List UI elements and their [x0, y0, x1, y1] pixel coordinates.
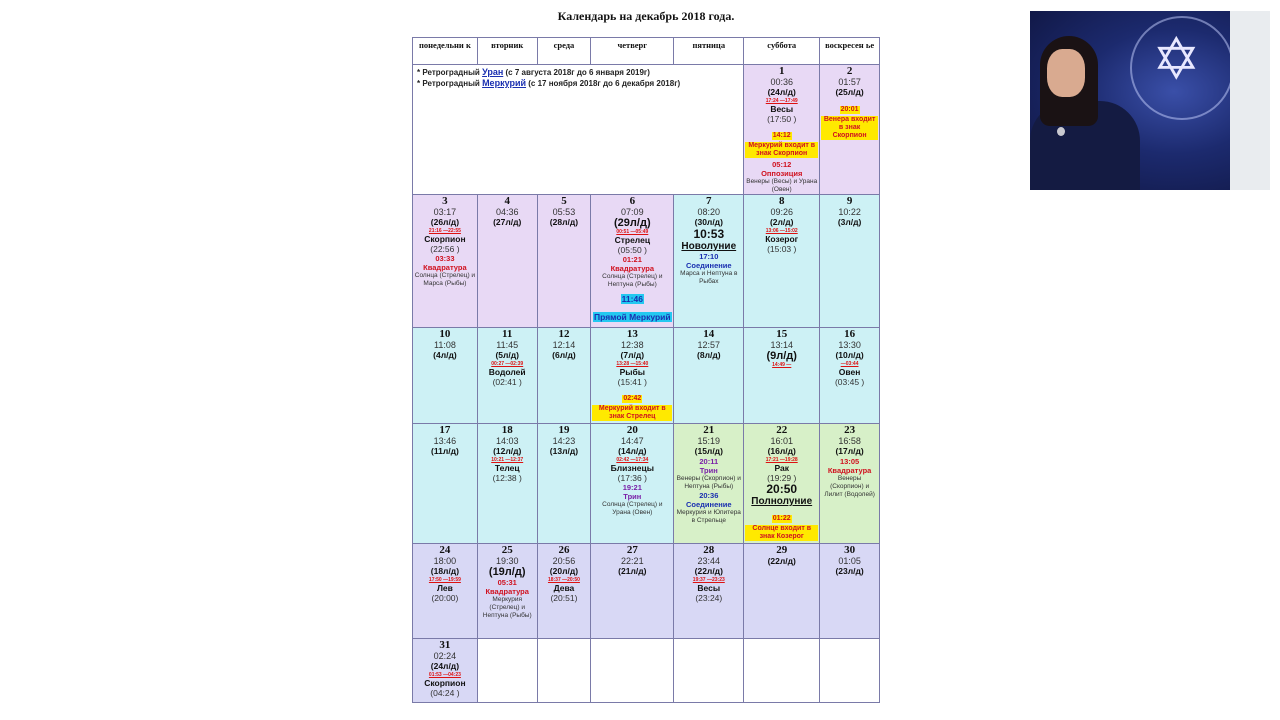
day-cell-25: 25 19:30 (19л/д) 05:31 Квадратура Меркурия (Стрелец) и Нептуна (Рыбы) — [477, 544, 537, 639]
note-mercury: * Ретроградный Меркурий (с 17 ноября 2018г до 6 декабря 2018г) — [417, 78, 681, 88]
day-cell-1: 1 00:36 (24л/д) 17:24 —17:49 Весы (17:50 ) 14:12 Меркурий входит в знак Скорпион 05:12 Оппозиция Венеры (Весы) и Урана (Овен) — [744, 65, 820, 195]
day-cell-2: 2 01:57 (25л/д) 20:01 Венера входит в знак Скорпион — [820, 65, 880, 195]
day-cell-8: 8 09:26 (2л/д) 13:06 —15:02 Козерог (15:03 ) — [744, 195, 820, 328]
day-cell-7: 7 08:20 (30л/д) 10:53 Новолуние 17:10 Соединение Марса и Нептуна в Рыбах — [674, 195, 744, 328]
week-row — [413, 544, 880, 639]
week-row — [413, 195, 880, 328]
day-cell-19: 19 14:23 (13л/д) — [537, 424, 591, 544]
day-cell-20: 20 14:47 (14л/д) 02:42 —17:34 Близнецы (17:36 ) 19:21 Трин Солнца (Стрелец) и Урана (Овен) — [591, 424, 674, 544]
day-cell-13: 13 12:38 (7л/д) 13:28 —15:40 Рыбы (15:41 ) 02:42 Меркурий входит в знак Стрелец — [591, 328, 674, 424]
empty-cell — [591, 639, 674, 703]
background-wall — [1230, 11, 1270, 190]
presenter-face — [1047, 49, 1085, 97]
empty-cell — [744, 639, 820, 703]
day-cell-18: 18 14:03 (12л/д) 10:21 —12:37 Телец (12:38 ) — [477, 424, 537, 544]
note-uranus: * Ретроградный Уран (с 7 августа 2018г до 6 января 2019г) — [417, 67, 650, 77]
day-cell-16: 16 13:30 (10л/д) —03:44 Овен (03:45 ) — [820, 328, 880, 424]
day-cell-5: 5 05:53 (28л/д) — [537, 195, 591, 328]
day-cell-21: 21 15:19 (15л/д) 20:11 Трин Венеры (Скорпион) и Нептуна (Рыбы) 20:36 Соединение Меркурия и Юпитера в Стрельце — [674, 424, 744, 544]
day-cell-12: 12 12:14 (6л/д) — [537, 328, 591, 424]
day-cell-4: 4 04:36 (27л/д) — [477, 195, 537, 328]
page-title: Календарь на декабрь 2018 года. — [557, 9, 735, 23]
day-cell-24: 24 18:00 (18л/д) 17:50 —19:59 Лев (20:00) — [413, 544, 478, 639]
weekday-sun: воскресен ье — [820, 38, 880, 65]
weekday-thu: четверг — [591, 38, 674, 65]
empty-cell — [820, 639, 880, 703]
empty-cell — [537, 639, 591, 703]
star-icon: ✡ — [1152, 27, 1201, 92]
day-cell-23: 23 16:58 (17л/д) 13:05 Квадратура Венеры (Скорпион) и Лилит (Водолей) — [820, 424, 880, 544]
day-cell-9: 9 10:22 (3л/д) — [820, 195, 880, 328]
day-cell-30: 30 01:05 (23л/д) — [820, 544, 880, 639]
week-row — [413, 65, 880, 195]
day-cell-28: 28 23:44 (22л/д) 19:37 —23:23 Весы (23:24) — [674, 544, 744, 639]
empty-cell — [477, 639, 537, 703]
weekday-header-row — [413, 38, 880, 65]
pendant-icon — [1057, 127, 1065, 136]
retrograde-notes — [413, 65, 744, 195]
weekday-mon: понедельни к — [413, 38, 478, 65]
day-cell-26: 26 20:56 (20л/д) 18:37 —20:50 Дева (20:51) — [537, 544, 591, 639]
day-cell-10: 10 11:08 (4л/д) — [413, 328, 478, 424]
day-cell-17: 17 13:46 (11л/д) — [413, 424, 478, 544]
day-cell-11: 11 11:45 (5л/д) 00:27 —02:39 Водолей (02:41 ) — [477, 328, 537, 424]
weekday-tue: вторник — [477, 38, 537, 65]
calendar-table — [412, 37, 880, 703]
week-row — [413, 328, 880, 424]
day-cell-31: 31 02:24 (24л/д) 01:53 —04:23 Скорпион (04:24 ) — [413, 639, 478, 703]
day-cell-22: 22 16:01 (16л/д) 17:21 —19:28 Рак (19:29 ) 20:50 Полнолуние 01:22 Солнце входит в знак Козерог — [744, 424, 820, 544]
weekday-wed: среда — [537, 38, 591, 65]
day-cell-15: 15 13:14 (9л/д) 14:49 — — [744, 328, 820, 424]
day-cell-29: 29 (22л/д) — [744, 544, 820, 639]
weekday-sat: суббота — [744, 38, 820, 65]
day-cell-3: 3 03:17 (26л/д) 21:16 —22:55 Скорпион (22:56 ) 03:33 Квадратура Солнца (Стрелец) и Марса (Рыбы) — [413, 195, 478, 328]
empty-cell — [674, 639, 744, 703]
week-row — [413, 639, 880, 703]
day-cell-6: 6 07:09 (29л/д) 00:51 —05:49 Стрелец (05:50 ) 01:21 Квадратура Солнца (Стрелец) и Нептуна (Рыбы) 11:46 Прямой Меркурий — [591, 195, 674, 328]
week-row — [413, 424, 880, 544]
weekday-fri: пятница — [674, 38, 744, 65]
webcam-overlay — [1030, 11, 1270, 190]
day-cell-27: 27 22:21 (21л/д) — [591, 544, 674, 639]
day-cell-14: 14 12:57 (8л/д) — [674, 328, 744, 424]
